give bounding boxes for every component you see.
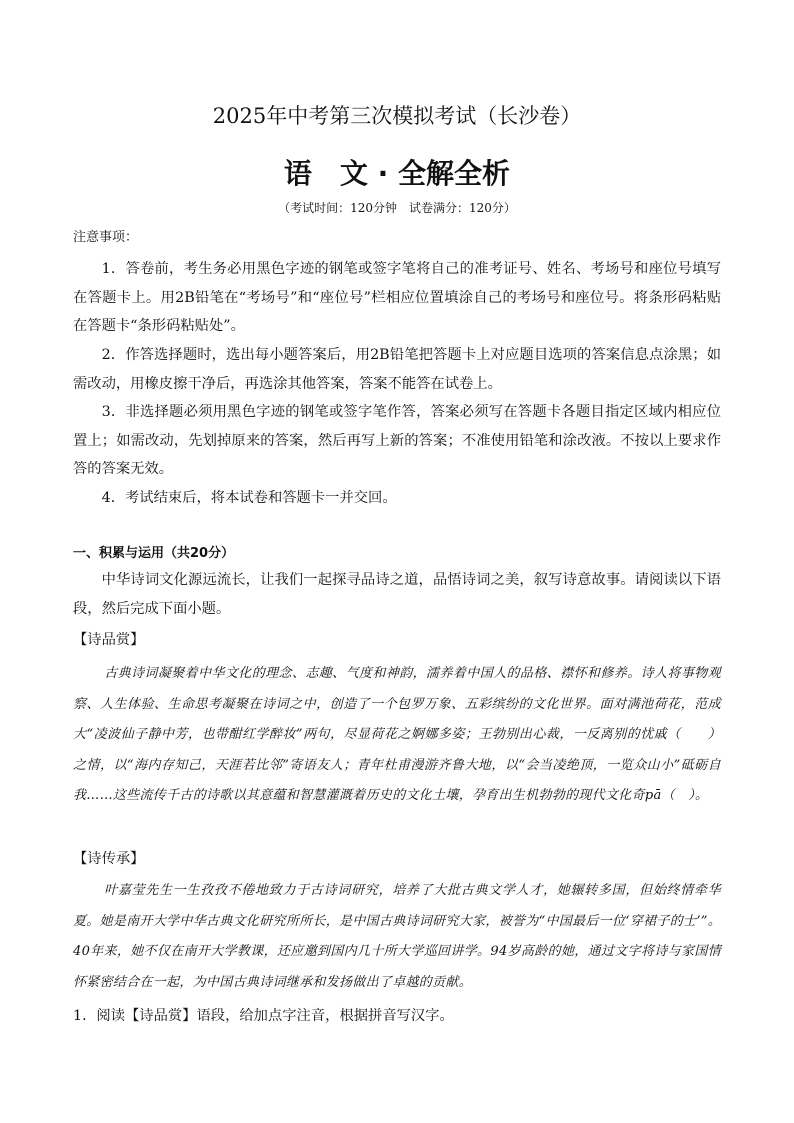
question-1: 1．阅读【诗品赏】语段，给加点字注音，根据拼音写汉字。 [73,1008,454,1024]
page-title: 2025年中考第三次模拟考试（长沙卷） [212,104,582,128]
note-item-1: 1．答卷前，考生务必用黑色字迹的钢笔或签字笔将自己的准考证号、姓名、考场号和座位号填写在答题卡上。用2B铅笔在“考场号”和“座位号”栏相应位置填涂自己的考场号和座位号。将条形码粘贴在答题卡“条形码粘贴处”。 [73,261,721,335]
block-text-inheritance: 叶嘉莹先生一生孜孜不倦地致力于古诗词研究，培养了大批古典文学人才，她辗转多国，但始终情牵华夏。她是南开大学中华古典文化研究所所长，是中国古典诗词研究大家，被誉为“中国最后一位‘穿裙子的士’”。40年来，她不仅在南开大学教课，还应邀到国内几十所大学巡回讲学。94岁高龄的她，通过文字将诗与家国情怀紧密结合在一起，为中国古典诗词继承和发扬做出了卓越的贡献。 [73,883,721,990]
section-heading: 一、积累与运用（共20分） [73,546,235,561]
block-label-inheritance: 【诗传承】 [73,851,145,867]
note-item-4: 4．考试结束后，将本试卷和答题卡一并交回。 [101,490,397,506]
notes-label: 注意事项： [73,230,139,245]
note-item-3: 3．非选择题必须用黑色字迹的钢笔或签字笔作答，答案必须写在答题卡各题目指定区域内相应位置上；如需改动，先划掉原来的答案，然后再写上新的答案；不准使用铅笔和涂改液。不按以上要求作答的答案无效。 [73,404,721,478]
page-subtitle: 语 文 · 全解全析 [283,157,511,190]
block-label-appreciation: 【诗品赏】 [73,632,145,648]
note-item-2: 2．作答选择题时，选出每小题答案后，用2B铅笔把答题卡上对应题目选项的答案信息点涂黑；如需改动，用橡皮擦干净后，再选涂其他答案，答案不能答在试卷上。 [73,347,721,392]
section-intro: 中华诗词文化源远流长，让我们一起探寻品诗之道，品悟诗词之美，叙写诗意故事。请阅读以下语段，然后完成下面小题。 [73,572,721,617]
exam-meta: （考试时间：120分钟 试卷满分：120分） [278,201,516,215]
block-text-appreciation: 古典诗词凝聚着中华文化的理念、志趣、气度和神韵，濡养着中国人的品格、襟怀和修养。诗人将事物观察、人生体验、生命思考凝聚在诗词之中，创造了一个包罗万象、五彩缤纷的文化世界。面对满池荷花，范成大“凌波仙子静中芳，也带酣红学醉妆”两句，尽显荷花之婀娜多姿；王勃别出心裁，一反离别的忧戚（ ）之情，以“海内存知己，天涯若比邻”寄语友人；青年杜甫漫游齐鲁大地，以“会当凌绝顶，一览众山小”砥砺自我……这些流传千古的诗歌以其意蕴和智慧灌溉着历史的文化土壤，孕育出生机勃勃的现代文化奇pā（ ）。 [73,666,721,803]
